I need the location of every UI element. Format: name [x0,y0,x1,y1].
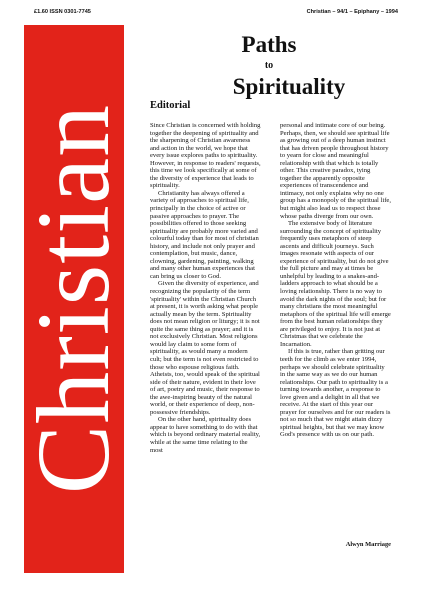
masthead-banner [16,25,131,573]
paragraph: Christianity has always offered a variety of approaches to spiritual life, principally in the choice of active or passive approaches to prayer. The possibilities offered to those seeking spirituality are probably more varied and colourful today than for most of christian history, and include not only prayer and contemplation, but music, dance, clowning, gardening, painting, walking and many other human experiences that can bring us closer to God. [150,189,259,280]
paragraph: personal and intimate core of our being. Perhaps, then, we should see spiritual life as growing out of a deep human instinct that has driven people throughout history to yearn for close and meaningful relationship with that which is totally other. This creative paradox, tying together the apparently opposite experiences of transcendence and intimacy, not only explains why no one group has a monopoly of the spiritual life, but might also lead us to respect those whose paths diverge from our own. [280,122,391,220]
title-line-3: Spirituality [232,74,346,99]
article-title [140,33,398,98]
paragraph: Given the diversity of experience, and recognizing the popularity of the term 'spirituality' within the Christian Church at present, it is worth asking what people actually mean by the term. Spirituality does not mean religion or liturgy; it is not quite the same thing as prayer; and it is not exclusively Christian. Most religions would lay claim to some form of spirituality, as would many a modern cult; but the term is not even restricted to those who espouse religious faith. Atheists, too, would speak of the spiritual side of their nature, evident in their love of art, poetry and music, their response to the awe-inspiring beauty of the natural world, or their experience of deep, non-possessive friendships. [150,280,260,416]
paragraph: If this is true, rather than gritting our teeth for the climb as we enter 1994, perhaps we should celebrate spirituality in the same way as we do our human relationships. Our path to spirituality is a turning towards another, a response to love given and a delight in all that we receive. At the start of this year our prayer for ourselves and for our readers is not so much that we might attain dizzy spiritual heights, but that we may know God's presence with us on our path. [280,348,391,439]
section-heading: Editorial [150,100,191,111]
text-column-1 [150,122,261,454]
title-line-1: Paths [241,32,297,57]
masthead-title: Christian [16,103,131,495]
paragraph: The extensive body of literature surrounding the concept of spirituality frequently uses metaphors of steep ascents and difficult journeys. Such images resonate with aspects of our experience of spirituality, but do not give the full picture and may at times be unhelpful by leading to a snakes-and-ladders approach to what should be a loving relationship. There is no way to avoid the dark nights of the soul; but for many christians the most meaningful metaphors of the spiritual life will emerge from the best human relationships they are privileged to enjoy. It is not just at Christmas that we celebrate the Incarnation. [280,220,391,348]
issue-info: Christian – 94/1 – Epiphany – 1994 [306,9,398,15]
price-issn: £1.60 ISSN 0301-7745 [34,9,91,15]
page-header [0,9,422,19]
author-signature: Alwyn Marriage [345,541,391,548]
title-line-2: to [264,60,274,71]
paragraph: Since Christian is concerned with holding together the deepening of spirituality and the sharpening of Christian awareness and action in the world, we hope that every issue explores paths to spirituality. However, in response to readers' requests, this time we look specifically at some of the diversity of experience that leads to spirituality. [150,122,261,190]
paragraph: On the other hand, spirituality does appear to have something to do with that which is beyond ordinary material reality, while at the same time relating to the most [150,416,261,454]
text-column-2 [280,122,391,439]
